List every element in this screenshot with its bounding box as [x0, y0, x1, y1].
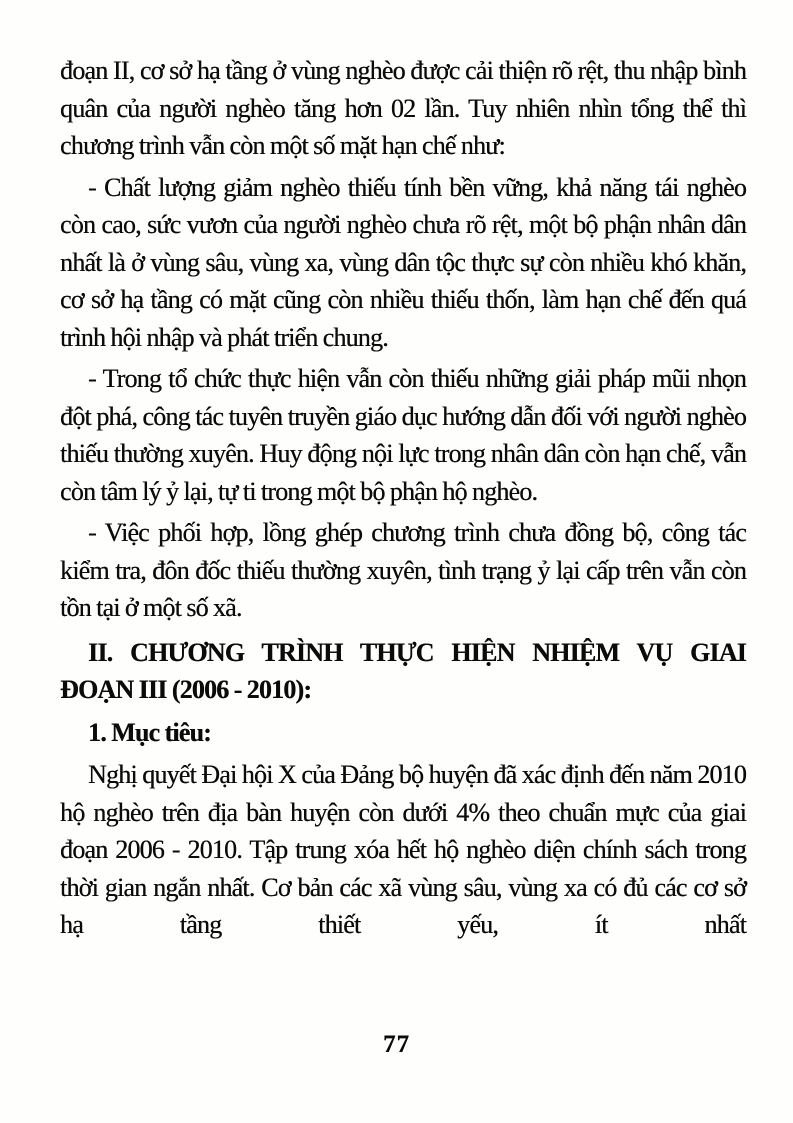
paragraph-bullet-1: - Chất lượng giảm nghèo thiếu tính bền vững, khả năng tái nghèo còn cao, sức vươn của người nghèo chưa rõ rệt, một bộ phận nhân dân nhất là ở vùng sâu, vùng xa, vùng dân tộc thực sự còn nhiều khó khăn, cơ sở hạ tầng có mặt cũng còn nhiều thiếu thốn, làm hạn chế đến quá trình hội nhập và phát triển chung.: [60, 172, 746, 352]
page-number: 77: [383, 1031, 410, 1058]
paragraph-objective: Nghị quyết Đại hội X của Đảng bộ huyện đã xác định đến năm 2010 hộ nghèo trên địa bàn huyện còn dưới 4% theo chuẩn mực của giai đoạn 2006 - 2010. Tập trung xóa hết hộ nghèo diện chính sách trong thời gian ngắn nhất. Cơ bản các xã vùng sâu, vùng xa có đủ các cơ sở hạ tầng thiết yếu, ít nhất: [60, 760, 746, 939]
text-block: [60, 52, 746, 948]
paragraph-continuation: đoạn II, cơ sở hạ tầng ở vùng nghèo được cải thiện rõ rệt, thu nhập bình quân của người nghèo tăng hơn 02 lần. Tuy nhiên nhìn tổng thể thì chương trình vẫn còn một số mặt hạn chế như:: [60, 56, 746, 160]
paragraph-bullet-2: - Trong tổ chức thực hiện vẫn còn thiếu những giải pháp mũi nhọn đột phá, công tác tuyên truyền giáo dục hướng dẫn đối với người nghèo thiếu thường xuyên. Huy động nội lực trong nhân dân còn hạn chế, vẫn còn tâm lý ỷ lại, tự ti trong một bộ phận hộ nghèo.: [60, 364, 746, 506]
paragraph-bullet-3: - Việc phối hợp, lồng ghép chương trình chưa đồng bộ, công tác kiểm tra, đôn đốc thiếu thường xuyên, tình trạng ỷ lại cấp trên vẫn còn tồn tại ở một số xã.: [60, 518, 746, 622]
section-heading-line-2: ĐOẠN III (2006 - 2010):: [60, 675, 312, 704]
subsection-heading: 1. Mục tiêu:: [88, 717, 211, 747]
section-heading: [60, 634, 746, 709]
section-heading-line-1: II. CHƯƠNG TRÌNH THỰC HIỆN NHIỆM VỤ GIAI: [88, 637, 746, 667]
